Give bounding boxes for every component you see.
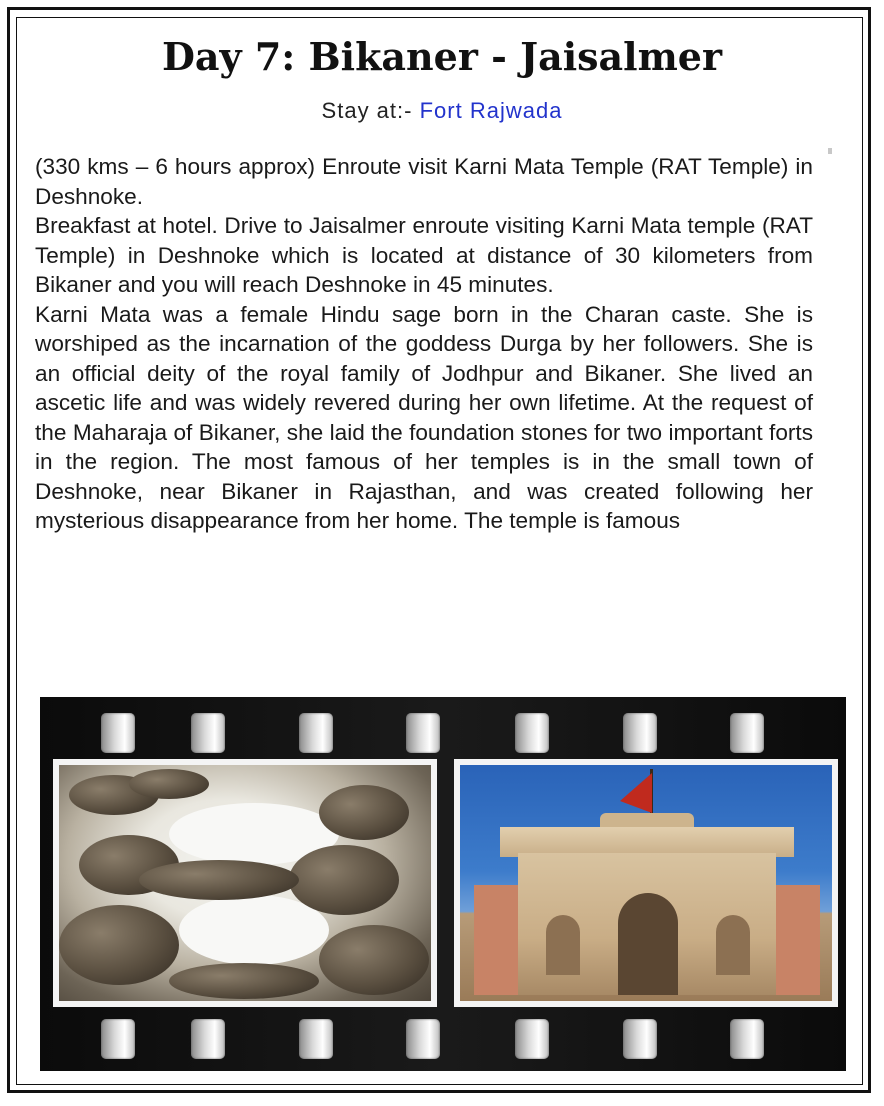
itinerary-body (35, 152, 813, 536)
sprocket-row-bottom (40, 1019, 846, 1061)
temple-flag (620, 773, 652, 813)
photo-frame-temple (454, 759, 838, 1007)
sprocket-hole (299, 1019, 333, 1059)
sprocket-row-top (40, 713, 846, 755)
sprocket-hole (101, 1019, 135, 1059)
route-paragraph: (330 kms – 6 hours approx) Enroute visit Karni Mata Temple (RAT Temple) in Deshnoke. (35, 154, 813, 209)
hotel-name-link[interactable]: Fort Rajwada (419, 98, 563, 123)
sprocket-hole (623, 713, 657, 753)
film-strip-gallery (40, 697, 846, 1071)
sprocket-hole (191, 713, 225, 753)
sprocket-hole (730, 713, 764, 753)
karni-mata-paragraph: Karni Mata was a female Hindu sage born in the Charan caste. She is worshiped as the incarnation of the goddess Durga by her followers. She is an official deity of the royal family of Jodhpur and Bikaner. She lived an ascetic life and was widely revered during her own lifetime. At the request of the Maharaja of Bikaner, she laid the foundation stones for two important forts in the region. The most famous of her temples is in the small town of Deshnoke, near Bikaner in Rajasthan, and was created following her mysterious disappearance from her home. The temple is famous (35, 301, 813, 533)
sprocket-hole (623, 1019, 657, 1059)
day-title: Day 7: Bikaner - Jaisalmer (161, 34, 723, 79)
sprocket-hole (101, 713, 135, 753)
sprocket-hole (299, 713, 333, 753)
sprocket-hole (406, 1019, 440, 1059)
sprocket-hole (730, 1019, 764, 1059)
sprocket-hole (406, 713, 440, 753)
breakfast-paragraph: Breakfast at hotel. Drive to Jaisalmer enroute visiting Karni Mata temple (RAT Temple) in Deshnoke which is located at distance of 30 kilometers from Bikaner and you will reach Deshnoke in 45 minutes. (35, 213, 813, 297)
sprocket-hole (515, 713, 549, 753)
photo-frame-rats (53, 759, 437, 1007)
rats-drinking-milk-photo (59, 765, 431, 1001)
scan-speck (828, 148, 832, 154)
karni-mata-temple-photo (460, 765, 832, 1001)
sprocket-hole (191, 1019, 225, 1059)
sprocket-hole (515, 1019, 549, 1059)
temple-gate-arch (618, 893, 678, 995)
stay-label: Stay at:- (321, 98, 420, 123)
stay-line (0, 98, 884, 124)
